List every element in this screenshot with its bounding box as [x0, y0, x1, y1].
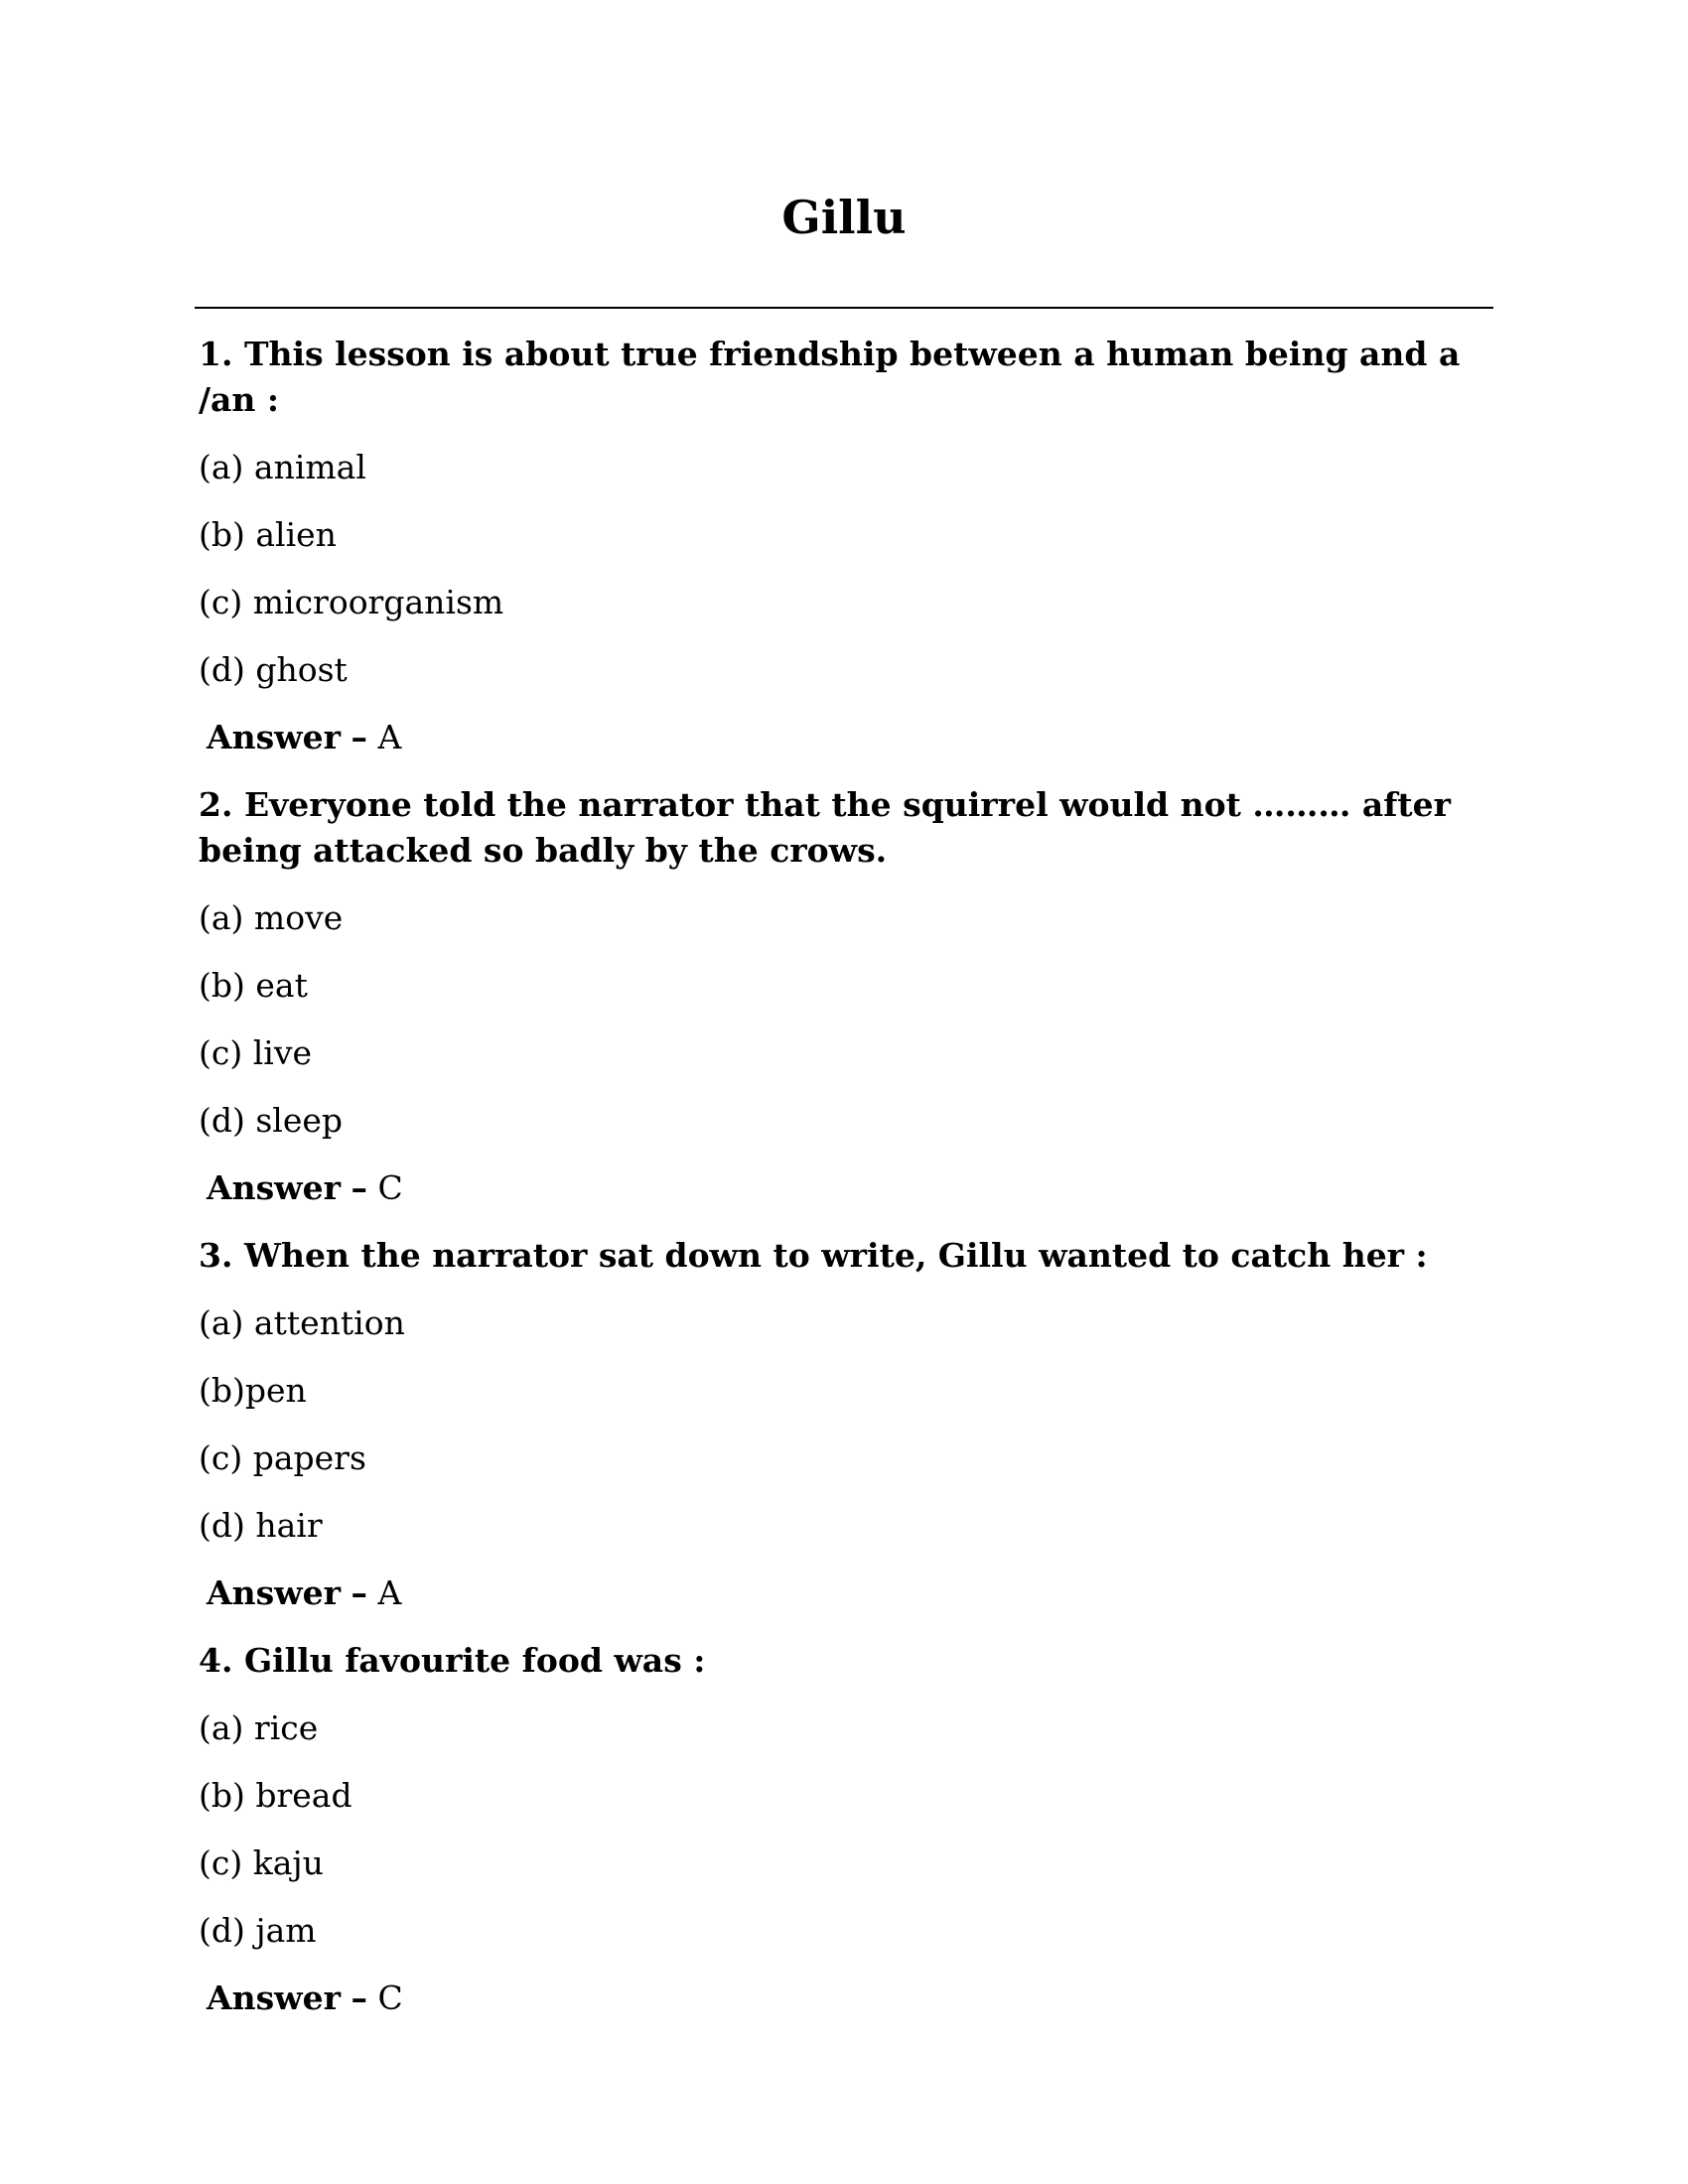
question-list: [199, 332, 1489, 2043]
answer-value: A: [377, 1573, 402, 1612]
option-b: (b)pen: [199, 1371, 307, 1410]
question-block: [199, 1638, 1489, 2021]
question-text: 1. This lesson is about true friendship between a human being and a /an :: [199, 335, 1461, 419]
page-title: Gillu: [781, 191, 907, 244]
question-block: [199, 782, 1489, 1211]
option-a: (a) move: [199, 898, 344, 937]
option-a: (a) rice: [199, 1708, 319, 1747]
option-a: (a) animal: [199, 448, 366, 486]
answer-line: [199, 1570, 1489, 1616]
answer-separator: –: [351, 1168, 367, 1207]
option-b: (b) alien: [199, 515, 337, 554]
answer-label: Answer: [207, 718, 341, 756]
question-text: 3. When the narrator sat down to write, Gillu wanted to catch her :: [199, 1236, 1428, 1275]
option-d: (d) sleep: [199, 1101, 344, 1140]
question-block: [199, 1233, 1489, 1616]
option-d: (d) hair: [199, 1506, 323, 1545]
question-text: 2. Everyone told the narrator that the squirrel would not ……… after being attacked so badly by the crows.: [199, 785, 1452, 870]
option-d: (d) jam: [199, 1911, 317, 1950]
answer-line: [199, 715, 1489, 760]
option-c: (c) microorganism: [199, 583, 504, 621]
answer-value: A: [377, 718, 402, 756]
option-a: (a) attention: [199, 1303, 405, 1342]
option-b: (b) eat: [199, 966, 308, 1005]
answer-value: C: [377, 1979, 403, 2017]
option-d: (d) ghost: [199, 650, 348, 689]
answer-label: Answer: [207, 1168, 341, 1207]
question-block: [199, 332, 1489, 760]
answer-value: C: [377, 1168, 403, 1207]
answer-label: Answer: [207, 1573, 341, 1612]
answer-separator: –: [351, 718, 367, 756]
option-c: (c) papers: [199, 1438, 366, 1477]
answer-separator: –: [351, 1979, 367, 2017]
option-c: (c) live: [199, 1033, 313, 1072]
question-text: 4. Gillu favourite food was :: [199, 1641, 706, 1680]
answer-line: [199, 1976, 1489, 2021]
answer-separator: –: [351, 1573, 367, 1612]
option-c: (c) kaju: [199, 1843, 324, 1882]
answer-line: [199, 1165, 1489, 1211]
answer-label: Answer: [207, 1979, 341, 2017]
option-b: (b) bread: [199, 1776, 352, 1815]
title-divider: [195, 307, 1493, 309]
